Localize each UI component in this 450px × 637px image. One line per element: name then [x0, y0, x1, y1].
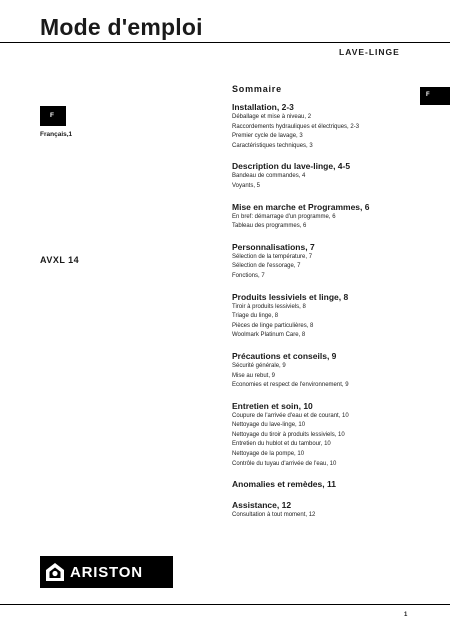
toc-item: Contrôle du tuyau d'arrivée de l'eau, 10 — [232, 460, 337, 467]
toc-section — [232, 291, 422, 341]
toc-item: Nettoyage du tiroir à produits lessiviels, 10 — [232, 431, 345, 438]
toc-item: Economies et respect de l'environnement, 9 — [232, 382, 349, 389]
toc-item: Voyants, 5 — [232, 182, 261, 189]
toc-section-title: Mise en marche et Programmes, 6 — [232, 201, 370, 212]
ariston-logo — [40, 556, 173, 588]
toc-item: Sélection de l'essorage, 7 — [232, 263, 301, 270]
toc-section-title: Entretien et soin, 10 — [232, 400, 313, 411]
language-label: Français,1 — [40, 131, 73, 138]
toc-section — [232, 241, 422, 282]
model-number: AVXL 14 — [40, 255, 80, 265]
table-of-contents — [232, 84, 422, 530]
toc-section-title: Précautions et conseils, 9 — [232, 350, 337, 361]
toc-section — [232, 160, 422, 191]
toc-item: Bandeau de commandes, 4 — [232, 173, 306, 180]
toc-section — [232, 350, 422, 391]
toc-item: Caractéristiques techniques, 3 — [232, 142, 313, 149]
toc-item: Sélection de la température, 7 — [232, 253, 313, 260]
language-badge: F — [40, 106, 66, 126]
toc-item: Triage du linge, 8 — [232, 313, 279, 320]
toc-item: Pièces de linge particulières, 8 — [232, 322, 314, 329]
bottom-divider — [0, 604, 450, 605]
brand-name: ARISTON — [70, 563, 143, 581]
language-tab: F — [420, 87, 450, 105]
toc-item: Coupure de l'arrivée d'eau et de courant, 10 — [232, 412, 349, 419]
ariston-house-icon — [45, 562, 65, 582]
toc-section — [232, 499, 422, 521]
toc-item: Déballage et mise à niveau, 2 — [232, 114, 312, 120]
toc-item: Nettoyage de la pompe, 10 — [232, 451, 305, 458]
toc-section-title: Produits lessiviels et linge, 8 — [232, 291, 349, 302]
toc-section — [232, 201, 422, 232]
toc-section — [232, 101, 422, 151]
toc-section — [232, 400, 422, 470]
toc-section-title: Assistance, 12 — [232, 500, 292, 511]
product-type: LAVE-LINGE — [339, 47, 400, 57]
toc-item: Nettoyage du lave-linge, 10 — [232, 422, 306, 429]
toc-item: Tableau des programmes, 6 — [232, 223, 307, 230]
toc-section-title: Description du lave-linge, 4-5 — [232, 161, 351, 172]
toc-item: Entretien du hublot et du tambour, 10 — [232, 441, 331, 448]
page-title: Mode d'emploi — [40, 14, 203, 40]
toc-item: Raccordements hydrauliques et électriques, 2-3 — [232, 123, 360, 130]
toc-item: Sécurité générale, 9 — [232, 362, 286, 369]
top-divider — [0, 42, 450, 43]
toc-section-title: Installation, 2-3 — [232, 102, 294, 112]
toc-item: En bref: démarrage d'un programme, 6 — [232, 213, 336, 220]
toc-heading: Sommaire — [232, 84, 282, 94]
toc-section-title: Personnalisations, 7 — [232, 241, 315, 252]
toc-item: Premier cycle de lavage, 3 — [232, 133, 303, 140]
toc-item: Woolmark Platinum Care, 8 — [232, 332, 306, 339]
toc-section — [232, 478, 422, 490]
toc-section-title: Anomalies et remèdes, 11 — [232, 479, 336, 490]
toc-item: Consultation à tout moment, 12 — [232, 512, 316, 519]
toc-item: Fonctions, 7 — [232, 272, 265, 279]
toc-item: Mise au rebut, 9 — [232, 372, 276, 379]
page-number: 1 — [404, 612, 408, 618]
toc-item: Tiroir à produits lessiviels, 8 — [232, 303, 306, 310]
toc-sections — [232, 101, 422, 521]
